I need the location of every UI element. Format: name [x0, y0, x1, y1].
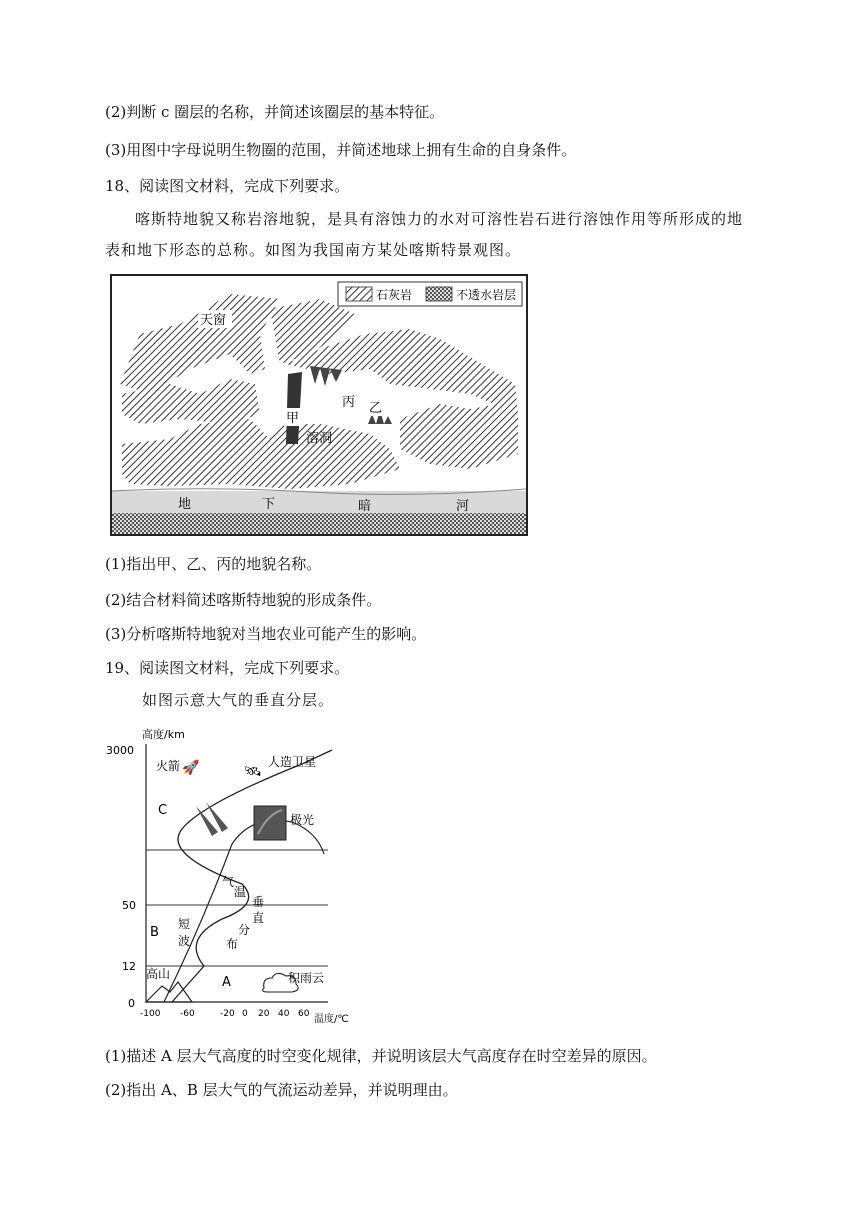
label-shortwave-1: 短 [178, 917, 191, 931]
x-tick-5: 20 [258, 1009, 270, 1019]
question-19-part-1: (1)描述 A 层大气高度的时空变化规律，并说明该层大气高度存在时空差异的原因。 [105, 1047, 657, 1065]
label-shortwave-2: 波 [178, 934, 191, 948]
karst-landscape-figure [110, 274, 528, 536]
label-jia: 甲 [286, 411, 300, 426]
y-tick-50: 50 [122, 899, 136, 912]
rocket-icon: 🚀 [182, 760, 200, 776]
label-bing: 丙 [342, 395, 356, 410]
river-char-4: 河 [456, 499, 470, 514]
label-yi: 乙 [369, 401, 383, 416]
layer-b: B [150, 925, 159, 940]
label-mountain: 高山 [146, 967, 171, 981]
question-18-material: 喀斯特地貌又称岩溶地貌，是具有溶蚀力的水对可溶性岩石进行溶蚀作用等所形成的地表和地下形态的总称。如图为我国南方某处喀斯特景观图。 [105, 210, 744, 259]
y-tick-0: 0 [128, 997, 135, 1010]
river-char-3: 暗 [358, 499, 372, 514]
label-skylight: 天窗 [200, 313, 227, 328]
meteor-1 [196, 806, 218, 836]
label-cloud: 积雨云 [288, 971, 325, 985]
label-temp-5: 分 [238, 923, 251, 937]
question-18-part-3: (3)分析喀斯特地貌对当地农业可能产生的影响。 [105, 625, 427, 643]
x-tick-2: -60 [180, 1009, 195, 1019]
river-char-2: 下 [262, 497, 276, 512]
satellite-icon: 🛰 [244, 764, 262, 780]
question-17-part-3: (3)用图中字母说明生物圈的范围，并简述地球上拥有生命的自身条件。 [105, 141, 577, 159]
question-17-part-2: (2)判断 c 圈层的名称，并简述该圈层的基本特征。 [105, 103, 445, 121]
label-temp-2: 温 [234, 885, 247, 899]
question-19-part-2: (2)指出 A、B 层大气的气流运动差异，并说明理由。 [105, 1081, 458, 1099]
x-axis-label: 温度/℃ [314, 1014, 349, 1024]
question-18-part-1: (1)指出甲、乙、丙的地貌名称。 [105, 555, 322, 573]
x-tick-7: 60 [298, 1009, 310, 1019]
label-temp-6: 布 [226, 937, 239, 951]
label-temp-1: 气 [222, 875, 235, 889]
layer-a: A [222, 975, 231, 990]
question-18-part-2: (2)结合材料简述喀斯特地貌的形成条件。 [105, 591, 382, 609]
label-temp-4: 直 [252, 911, 265, 925]
label-rocket: 火箭 [156, 759, 181, 773]
question-18-title: 18、阅读图文材料，完成下列要求。 [105, 177, 350, 195]
y-tick-12: 12 [122, 960, 136, 973]
x-tick-3: -20 [220, 1009, 235, 1019]
x-tick-1: -100 [140, 1009, 161, 1019]
label-cave: 溶洞 [306, 431, 333, 446]
atmosphere-layers-figure [102, 724, 362, 1024]
temperature-curve [172, 750, 332, 1002]
x-tick-6: 40 [278, 1009, 290, 1019]
question-19-material: 如图示意大气的垂直分层。 [142, 691, 335, 709]
x-tick-4: 0 [242, 1009, 248, 1019]
label-aurora: 极光 [290, 813, 315, 827]
label-temp-3: 垂 [252, 895, 265, 909]
question-19-title: 19、阅读图文材料，完成下列要求。 [105, 659, 350, 677]
legend-limestone: 石灰岩 [376, 288, 413, 302]
legend-impermeable: 不透水岩层 [456, 288, 517, 302]
label-satellite: 人造卫星 [268, 755, 317, 769]
y-axis-label: 高度/km [142, 728, 185, 741]
layer-c: C [158, 803, 168, 818]
river-char-1: 地 [178, 497, 192, 512]
y-tick-3000: 3000 [106, 744, 134, 757]
